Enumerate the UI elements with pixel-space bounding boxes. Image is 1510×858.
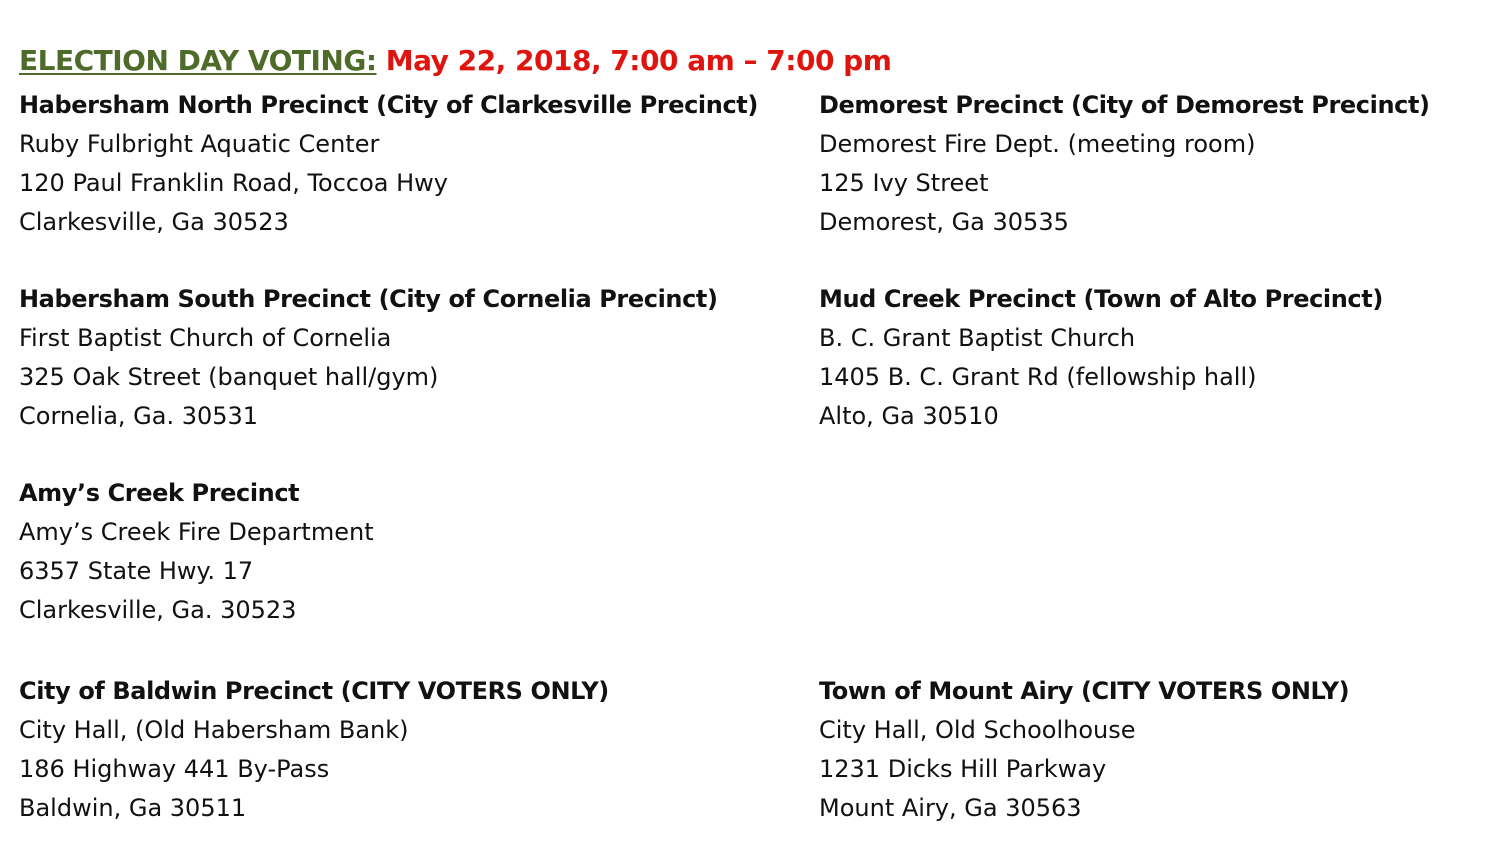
precinct-name: Town of Mount Airy (CITY VOTERS ONLY) <box>819 677 1350 705</box>
precinct-name: Habersham North Precinct (City of Clarkesville Precinct) <box>19 91 758 119</box>
precinct-name: Demorest Precinct (City of Demorest Precinct) <box>819 91 1430 119</box>
precinct-mount-airy <box>819 672 1349 828</box>
precinct-city: Clarkesville, Ga. 30523 <box>19 596 297 624</box>
precinct-street: 125 Ivy Street <box>819 169 989 197</box>
precinct-demorest <box>819 86 1430 242</box>
precinct-street: 186 Highway 441 By-Pass <box>19 755 330 783</box>
precinct-street: 120 Paul Franklin Road, Toccoa Hwy <box>19 169 448 197</box>
precinct-name: Mud Creek Precinct (Town of Alto Precinct) <box>819 285 1383 313</box>
precinct-city: Demorest, Ga 30535 <box>819 208 1069 236</box>
precinct-city: Cornelia, Ga. 30531 <box>19 402 259 430</box>
heading-date: May 22, 2018, 7:00 am – 7:00 pm <box>385 44 892 77</box>
precinct-name: Amy’s Creek Precinct <box>19 479 300 507</box>
precinct-street: 325 Oak Street (banquet hall/gym) <box>19 363 439 391</box>
precinct-location: City Hall, Old Schoolhouse <box>819 716 1136 744</box>
precinct-location: Amy’s Creek Fire Department <box>19 518 374 546</box>
precinct-location: B. C. Grant Baptist Church <box>819 324 1136 352</box>
precinct-city: Clarkesville, Ga 30523 <box>19 208 289 236</box>
precinct-location: City Hall, (Old Habersham Bank) <box>19 716 409 744</box>
page-heading <box>19 44 891 77</box>
precinct-street: 1231 Dicks Hill Parkway <box>819 755 1107 783</box>
precinct-city: Alto, Ga 30510 <box>819 402 999 430</box>
precinct-location: Demorest Fire Dept. (meeting room) <box>819 130 1256 158</box>
precinct-habersham-south <box>19 280 718 436</box>
precinct-city: Mount Airy, Ga 30563 <box>819 794 1082 822</box>
precinct-mud-creek <box>819 280 1383 436</box>
precinct-habersham-north <box>19 86 758 242</box>
precinct-city: Baldwin, Ga 30511 <box>19 794 247 822</box>
precinct-location: Ruby Fulbright Aquatic Center <box>19 130 380 158</box>
precinct-street: 6357 State Hwy. 17 <box>19 557 254 585</box>
heading-label: ELECTION DAY VOTING: <box>19 44 377 77</box>
precinct-location: First Baptist Church of Cornelia <box>19 324 392 352</box>
precinct-city-of-baldwin <box>19 672 609 828</box>
precinct-street: 1405 B. C. Grant Rd (fellowship hall) <box>819 363 1257 391</box>
precinct-amys-creek <box>19 474 374 630</box>
precinct-name: Habersham South Precinct (City of Cornelia Precinct) <box>19 285 718 313</box>
precinct-name: City of Baldwin Precinct (CITY VOTERS ONLY) <box>19 677 609 705</box>
